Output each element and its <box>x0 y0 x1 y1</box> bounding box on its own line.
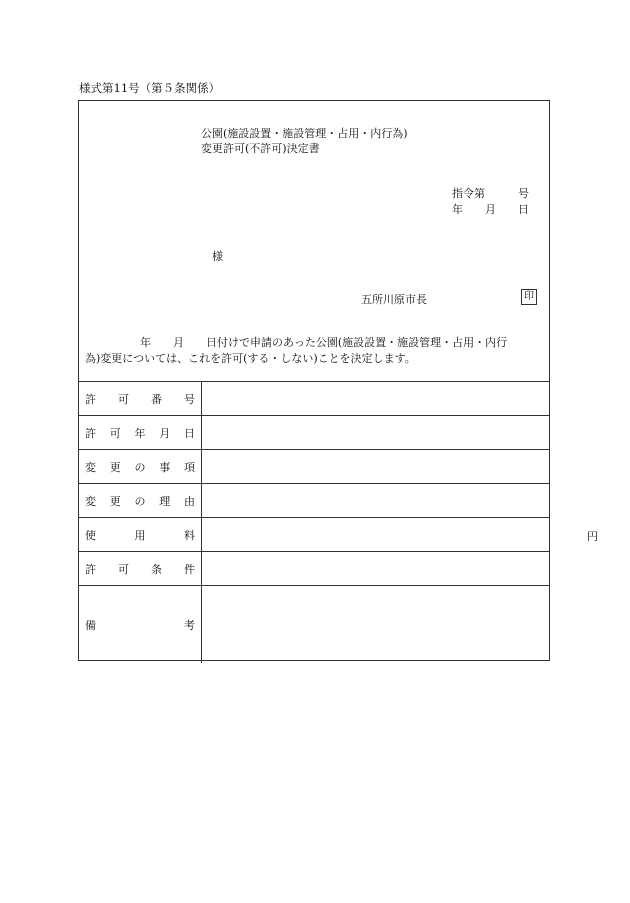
permit-details-table <box>79 381 598 663</box>
permit-date-field[interactable] <box>202 416 549 449</box>
usage-fee-field[interactable] <box>202 518 598 551</box>
decision-statement <box>85 335 547 367</box>
remarks-field[interactable] <box>202 586 549 663</box>
document-title-line1: 公園(施設設置・施設管理・占用・内行為) <box>201 127 408 140</box>
change-reason-field[interactable] <box>202 484 549 517</box>
change-items-field[interactable] <box>202 450 549 483</box>
row-label-permit-conditions: 許 可 条 件 <box>85 562 195 576</box>
directive-number: 指令第 号 <box>452 187 529 200</box>
table-row-remarks <box>79 585 549 663</box>
row-label-change-reason: 変 更 の 理 由 <box>85 494 195 508</box>
row-label-permit-number: 許 可 番 号 <box>85 392 195 406</box>
table-row-permit-date <box>79 415 549 449</box>
decision-statement-line1: 年 月 日付けで申請のあった公園(施設設置・施設管理・占用・内行 <box>85 336 508 349</box>
table-row-change-reason <box>79 483 549 517</box>
table-row-usage-fee <box>79 517 598 551</box>
seal-box: 印 <box>521 289 537 305</box>
decision-document-frame <box>78 100 598 661</box>
issuer-name: 五所川原市長 <box>361 293 427 306</box>
document-title-line2: 変更許可(不許可)決定書 <box>201 142 320 155</box>
form-number-label: 様式第11号（第５条関係） <box>79 81 221 95</box>
decision-statement-line2: 為)変更については、これを許可(する・しない)ことを決定します。 <box>85 352 416 365</box>
permit-number-field[interactable] <box>202 382 549 415</box>
table-row-change-items <box>79 449 549 483</box>
addressee-suffix: 様 <box>212 250 223 263</box>
permit-conditions-field[interactable] <box>202 552 549 585</box>
row-label-remarks: 備 考 <box>85 618 195 632</box>
table-row-permit-conditions <box>79 551 549 585</box>
yen-unit: 円 <box>587 530 598 543</box>
row-label-change-items: 変 更 の 事 項 <box>85 460 195 474</box>
table-row-permit-number <box>79 381 549 415</box>
row-label-permit-date: 許 可 年 月 日 <box>85 426 195 440</box>
row-label-usage-fee: 使 用 料 <box>85 528 195 542</box>
issue-date: 年 月 日 <box>452 203 529 216</box>
